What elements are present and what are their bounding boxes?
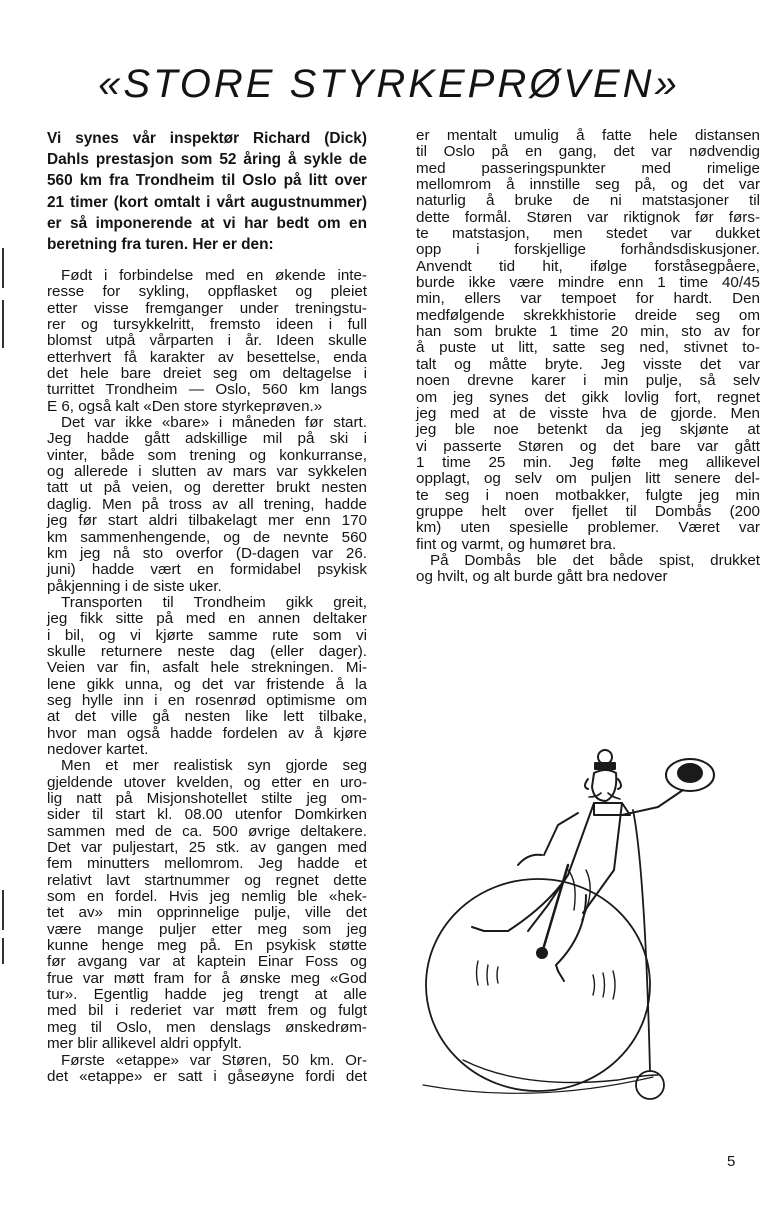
text-line: 560 km fra Trondheim til Oslo på litt over [47,172,367,190]
text-line: Jeg hadde gått adskillige mil på ski i [47,430,367,448]
text-line: jeg med at de visste hva de gjorde. Men [416,404,760,422]
text-line: til Oslo på en gang, det var nødvendig [416,143,760,161]
text-line: resse for sykling, oppflasket og pleiet [47,283,367,301]
scan-margin-mark [2,890,4,930]
text-line: te seg i noen motbakker, fulgte jeg min [416,486,760,504]
text-line: vi passerte Støren og det bare var gått [416,437,760,455]
text-line: være mange puljer etter meg som jeg [47,920,367,938]
text-line: beretning fra turen. Her er den: [47,236,274,254]
text-line: vinter, både som trening og konkurranse, [47,446,367,464]
text-line: juni) hadde vært en formidabel psykisk [47,561,367,579]
text-line: jeg fikk sitte på med en annen deltaker [47,610,367,628]
text-line: Men et mer realistisk syn gjorde seg [61,757,367,775]
right-column [416,128,760,586]
text-line: etterhvert få karakter av besettelse, enda [47,348,367,366]
text-line: nedover kartet. [47,740,149,758]
text-line: gruppe helt over fjellet til Dombås (200 [416,502,760,520]
text-line: km sammenhengende, og de nevnte 560 [47,528,367,546]
scan-margin-mark [2,938,4,964]
text-line: km jeg nå sto overfor (D-dagen var 26. [47,544,367,562]
text-line: å puste ut litt, satte seg ned, stivnet to- [416,339,760,357]
text-line: tur». Egentlig hadde jeg trengt at alle [47,986,367,1004]
text-line: Vi synes vår inspektør Richard (Dick) [47,130,367,147]
text-line: før avgang var at kaptein Einar Foss og [47,953,367,971]
article-title: «STORE STYRKEPRØVEN» [98,62,680,106]
text-line: seg hylle inn i en rosenrød optimisme om [47,691,367,709]
text-line: med bil i rederiet var møtt frem og fulgt [47,1002,367,1020]
text-line: frue var møtt fram for å ønske meg «God [47,969,367,987]
text-line: det «etappe» er satt i gåseøyne fordi det [47,1067,367,1085]
text-line: daglig. Men på tross av all trening, hadde [47,495,367,513]
text-line: Det var ikke «bare» i måneden før start. [61,414,367,432]
text-line: km) uten spesielle problemer. Været var [416,519,760,537]
text-line: Det var puljestart, 25 stk. av gangen med [47,839,367,857]
text-line: tet av» min opprinnelige pulje, ville det [47,904,367,922]
text-line: dette formål. Støren var riktignok før førs- [416,208,760,226]
text-line: Født i forbindelse med en økende inte- [61,267,367,284]
text-line: i bil, og vi kjørte samme rute som vi [47,626,367,644]
text-line: opp i forskjellige forhåndsdiskusjoner. [416,241,760,259]
text-line: mer blir allikevel aldri oppfylt. [47,1035,242,1053]
text-line: etter visse fremganger under treningstu- [47,299,367,317]
text-line: fint og varmt, og humøret bra. [416,535,617,553]
text-line: sammen med de ca. 500 øvrige deltakere. [47,822,367,840]
text-line: gjeldende utover kvelden, og etter en uro- [47,773,367,791]
text-line: det hele bare dreiet seg om deltagelse i [47,365,367,383]
text-line: Anvendt tid hit, ifølge forståsegpåere, [416,257,760,275]
text-line: noen drevne karer i min pulje, så selv [416,372,760,390]
scan-margin-mark [2,248,4,288]
text-line: jeg før start aldri tilbakelagt mer enn 170 [47,512,367,530]
text-line: opplagt, og selv om puljen litt senere del- [416,470,760,488]
text-line: mellomrom å innstille seg på, og det var [416,176,760,194]
text-line: med passeringspunkter med rimelige [416,159,760,177]
text-line: burde ikke være mindre enn 1 time 40/45 [416,274,760,292]
text-line: fem minutters mellomrom. Jeg hadde et [47,855,367,873]
text-line: meg til Oslo, men denslags ønskedrøm- [47,1018,367,1036]
text-line: tatt ut på veien, og deretter brukt nesten [47,479,367,497]
scan-margin-mark [2,300,4,348]
text-line: kunne henge meg på. En psykisk støtte [47,937,367,955]
text-line: Transporten til Trondheim gikk greit, [61,593,367,611]
text-line: lene gikk unna, og det var fristende å la [47,675,367,693]
text-line: 1 time 25 min. Jeg følte meg allikevel [416,453,760,471]
text-line: at det ville gå nesten like lett tilbake, [47,708,367,726]
text-line: jeg ble noe betenkt da jeg skjønte at [416,421,760,439]
text-line: medfølgende skrekkhistorie dreide seg om [416,306,760,324]
text-line: blomst utpå vårparten i år. Ideen skulle [47,332,367,350]
text-line: rer og tursykkelritt, fremsto ideen i full [47,316,367,334]
text-line: hvor man også hadde fordelen av å kjøre [47,724,367,742]
text-line: er mentalt umulig å fatte hele distansen [416,127,760,144]
text-line: turrittet Trondheim — Oslo, 560 km langs [47,381,367,399]
text-line: sider til start kl. 08.00 utenfor Domkirken [47,806,367,824]
text-line: te matstasjon, men stedet var dukket [416,225,760,243]
text-line: lig natt på Misjonshotellet stilte jeg om- [47,790,367,807]
text-line: E 6, også kalt «Den store styrkeprøven.» [47,397,323,415]
text-line: og allerede i slutten av mars var sykkelen [47,463,367,481]
text-line: om jeg synes det gikk lovlig fort, regnet [416,388,760,406]
text-line: påkjenning i de siste uker. [47,577,222,595]
text-line: naturlig å bruke de ni matstasjoner til [416,192,760,210]
text-line: Veien var fin, asfalt hele strekningen. Mi- [47,659,367,677]
text-line: 21 timer (kort omtalt i vårt augustnummer) [47,193,367,211]
text-line: han som brukte 1 time 20 min, sto av for [416,323,760,341]
text-line: relativt lavt startnummer og regnet dette [47,871,367,889]
text-line: talt og måtte bryte. Jeg visste det var [416,355,760,373]
text-line: er så imponerende at vi har bedt om en [47,214,367,232]
text-line: min, ellers var tempoet for hardt. Den [416,290,760,308]
text-line: som en fordel. Hvis jeg nemlig ble «hek- [47,888,367,906]
text-line: Dahls prestasjon som 52 åring å sykle de [47,151,367,169]
page-number: 5 [727,1153,736,1170]
text-line: Første «etappe» var Støren, 50 km. Or- [61,1051,367,1069]
intro-paragraph [47,128,367,255]
left-column [47,268,367,1085]
text-line: På Dombås ble det både spist, drukket [430,551,760,569]
text-line: og hvilt, og alt burde gått bra nedover [416,568,668,586]
text-line: skulle returnere neste dag (eller dager). [47,642,367,660]
penny-farthing-illustration [418,735,718,1120]
